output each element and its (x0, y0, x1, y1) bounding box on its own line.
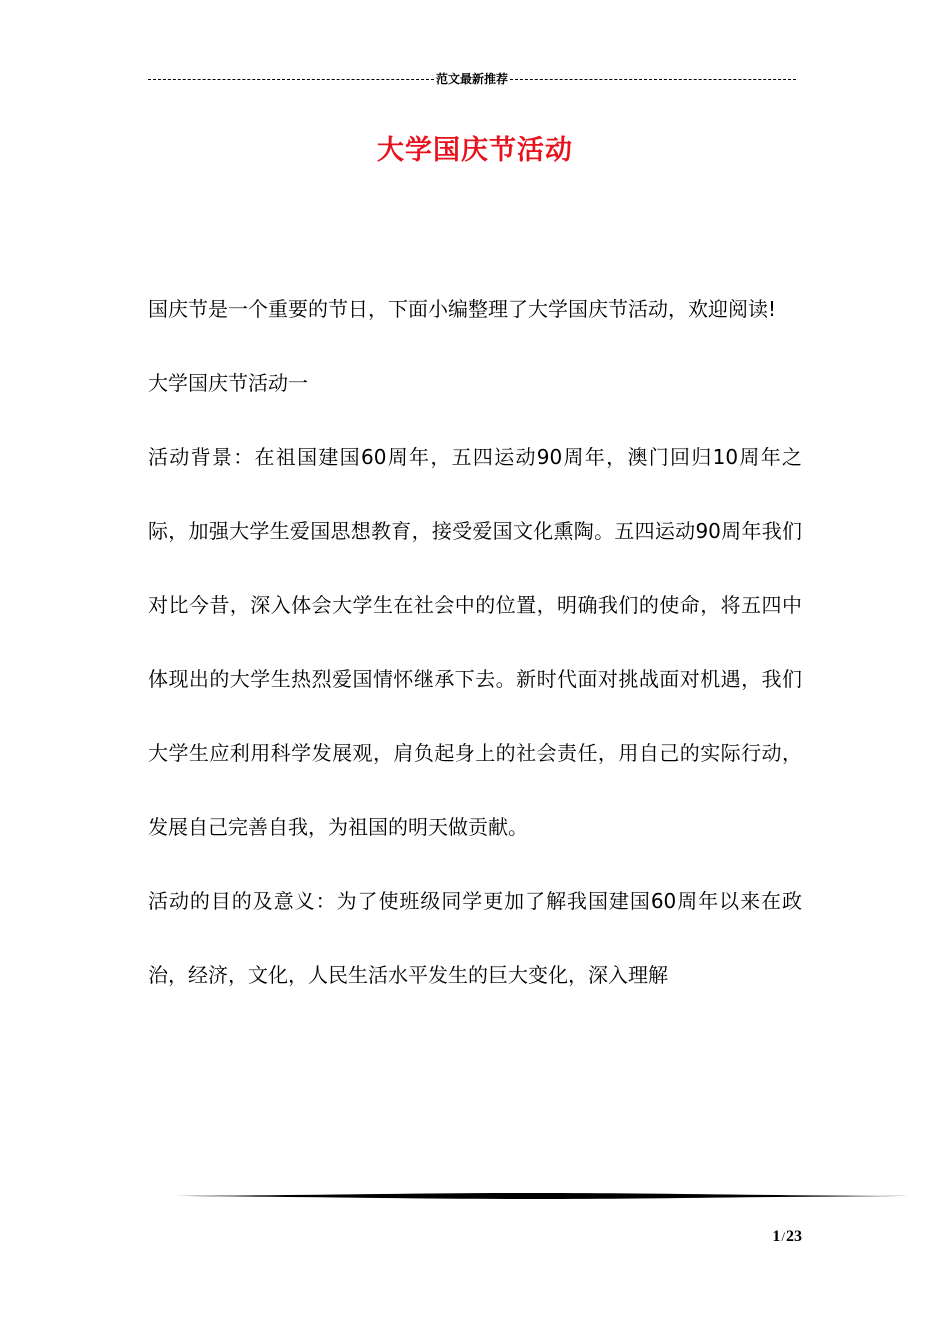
paragraph-background: 活动背景：在祖国建国60周年，五四运动90周年，澳门回归10周年之际，加强大学生爱国思想教育，接受爱国文化熏陶。五四运动90周年我们对比今昔，深入体会大学生在社会中的位置，明确我们的使命，将五四中体现出的大学生热烈爱国情怀继承下去。新时代面对挑战面对机遇，我们大学生应利用科学发展观，肩负起身上的社会责任，用自己的实际行动，发展自己完善自我，为祖国的明天做贡献。 (148, 445, 802, 839)
page-header (148, 68, 796, 88)
header-dash-left (148, 79, 434, 80)
document-body (148, 272, 802, 1012)
paragraph-purpose: 活动的目的及意义：为了使班级同学更加了解我国建国60周年以来在政治，经济，文化，人民生活水平发生的巨大变化，深入理解 (148, 889, 802, 987)
header-label: 范文最新推荐 (436, 71, 509, 86)
paragraph-intro: 国庆节是一个重要的节日，下面小编整理了大学国庆节活动，欢迎阅读! (148, 297, 777, 321)
footer-rule (162, 1190, 910, 1202)
page-number-total: 23 (786, 1228, 802, 1245)
page-number-current: 1 (772, 1228, 781, 1245)
page-number-separator: / (781, 1229, 785, 1244)
header-dash-right (510, 79, 796, 80)
document-title: 大学国庆节活动 (377, 135, 573, 166)
page-number (740, 1228, 802, 1246)
paragraph-section-heading: 大学国庆节活动一 (148, 371, 308, 395)
